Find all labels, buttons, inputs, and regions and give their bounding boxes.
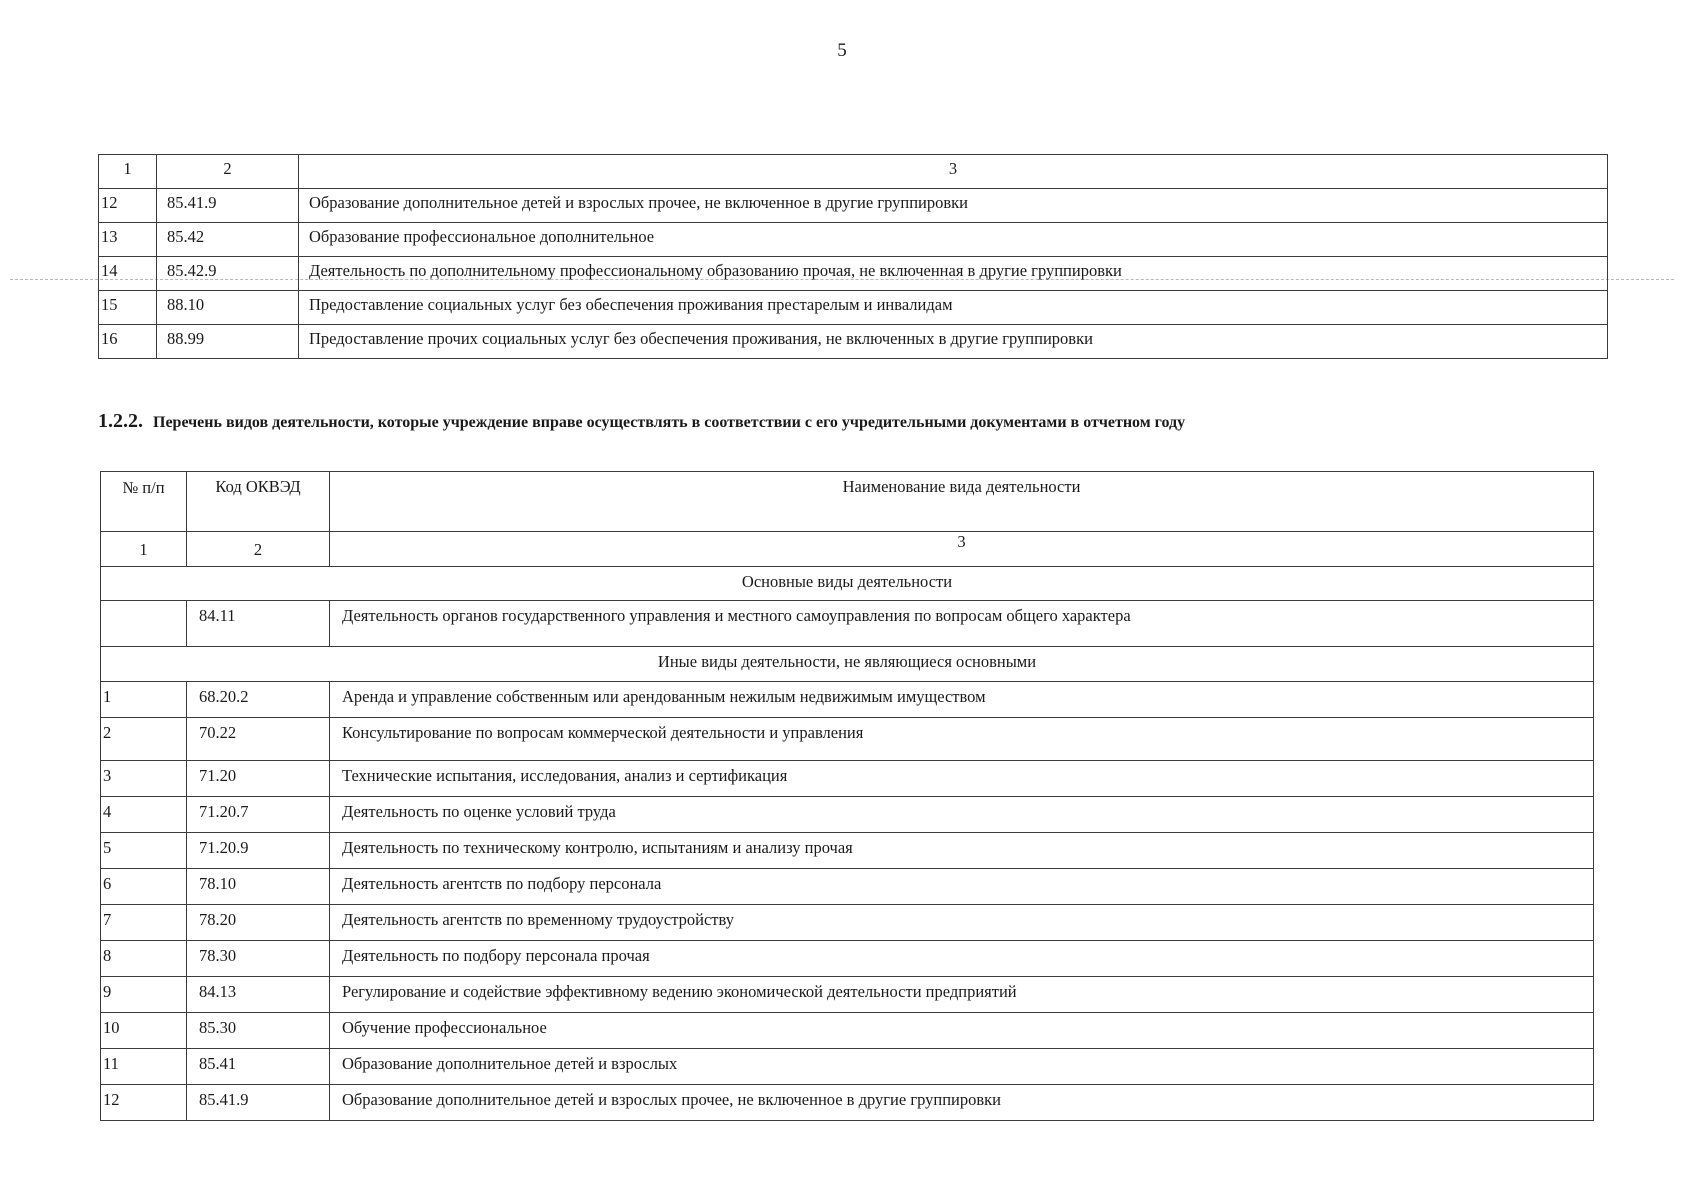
- okved-code: 85.42.9: [157, 257, 299, 291]
- main-activities-label-row: [101, 567, 1594, 601]
- okved-code: 78.10: [187, 869, 330, 905]
- table-row: [99, 325, 1608, 359]
- subheader-col-2: 2: [187, 532, 330, 567]
- okved-code: 88.10: [157, 291, 299, 325]
- subheader-col-3: 3: [330, 532, 1594, 567]
- main-activity-code: 84.11: [187, 601, 330, 647]
- activities-table: [100, 471, 1594, 1121]
- header-code: Код ОКВЭД: [187, 472, 330, 532]
- row-number: 6: [101, 869, 187, 905]
- row-number: 14: [99, 257, 157, 291]
- table-header-row: [101, 472, 1594, 532]
- row-number: 1: [101, 682, 187, 718]
- okved-code: 70.22: [187, 718, 330, 761]
- activity-name: Консультирование по вопросам коммерческой деятельности и управления: [330, 718, 1594, 761]
- subheader-col-1: 1: [101, 532, 187, 567]
- row-number: 12: [101, 1085, 187, 1121]
- table-row: [101, 1085, 1594, 1121]
- okved-code: 78.20: [187, 905, 330, 941]
- table-header-row: [99, 155, 1608, 189]
- table-row: [101, 905, 1594, 941]
- table-row: [101, 1049, 1594, 1085]
- row-number: 11: [101, 1049, 187, 1085]
- main-activity-num: [101, 601, 187, 647]
- row-number: 5: [101, 833, 187, 869]
- activity-name: Образование профессиональное дополнительное: [299, 223, 1608, 257]
- main-activity-name: Деятельность органов государственного управления и местного самоуправления по вопросам общего характера: [330, 601, 1594, 647]
- activity-name: Образование дополнительное детей и взрослых: [330, 1049, 1594, 1085]
- other-activities-label: Иные виды деятельности, не являющиеся основными: [101, 647, 1594, 682]
- row-number: 3: [101, 761, 187, 797]
- table-row: [101, 682, 1594, 718]
- table-row: [99, 257, 1608, 291]
- activity-name: Аренда и управление собственным или арендованным нежилым недвижимым имуществом: [330, 682, 1594, 718]
- table-row: [101, 977, 1594, 1013]
- row-number: 13: [99, 223, 157, 257]
- table-row: [101, 797, 1594, 833]
- activity-name: Деятельность агентств по временному трудоустройству: [330, 905, 1594, 941]
- activity-name: Технические испытания, исследования, анализ и сертификация: [330, 761, 1594, 797]
- row-number: 16: [99, 325, 157, 359]
- main-activities-label: Основные виды деятельности: [101, 567, 1594, 601]
- row-number: 4: [101, 797, 187, 833]
- okved-code: 85.41.9: [187, 1085, 330, 1121]
- row-number: 7: [101, 905, 187, 941]
- main-activity-row: [101, 601, 1594, 647]
- header-col-1: 1: [99, 155, 157, 189]
- okved-code: 78.30: [187, 941, 330, 977]
- okved-code: 85.41.9: [157, 189, 299, 223]
- table-row: [101, 869, 1594, 905]
- okved-code: 68.20.2: [187, 682, 330, 718]
- header-num: № п/п: [101, 472, 187, 532]
- okved-code: 85.30: [187, 1013, 330, 1049]
- row-number: 10: [101, 1013, 187, 1049]
- table-row: [101, 941, 1594, 977]
- header-col-3: 3: [299, 155, 1608, 189]
- activity-name: Деятельность агентств по подбору персонала: [330, 869, 1594, 905]
- activity-name: Образование дополнительное детей и взрослых прочее, не включенное в другие группировки: [299, 189, 1608, 223]
- table-row: [101, 761, 1594, 797]
- row-number: 2: [101, 718, 187, 761]
- activity-name: Обучение профессиональное: [330, 1013, 1594, 1049]
- activity-name: Образование дополнительное детей и взрослых прочее, не включенное в другие группировки: [330, 1085, 1594, 1121]
- okved-code: 85.42: [157, 223, 299, 257]
- table-row: [99, 223, 1608, 257]
- page-number: 5: [837, 40, 847, 61]
- okved-code: 71.20.7: [187, 797, 330, 833]
- okved-code: 85.41: [187, 1049, 330, 1085]
- table-row: [99, 189, 1608, 223]
- okved-code: 71.20.9: [187, 833, 330, 869]
- table-subheader-row: [101, 532, 1594, 567]
- table-row: [101, 718, 1594, 761]
- okved-code: 71.20: [187, 761, 330, 797]
- activity-name: Предоставление социальных услуг без обеспечения проживания престарелым и инвалидам: [299, 291, 1608, 325]
- section-title: Перечень видов деятельности, которые учреждение вправе осуществлять в соответствии с его учредительными документами в отчетном году: [153, 414, 1186, 431]
- okved-code: 84.13: [187, 977, 330, 1013]
- row-number: 9: [101, 977, 187, 1013]
- activity-name: Деятельность по дополнительному профессиональному образованию прочая, не включенная в другие группировки: [299, 257, 1608, 291]
- header-col-2: 2: [157, 155, 299, 189]
- section-number: 1.2.2.: [98, 410, 143, 432]
- activity-name: Деятельность по оценке условий труда: [330, 797, 1594, 833]
- okved-code: 88.99: [157, 325, 299, 359]
- activity-name: Деятельность по подбору персонала прочая: [330, 941, 1594, 977]
- activities-table-continued: [98, 154, 1608, 359]
- table-row: [101, 1013, 1594, 1049]
- other-activities-label-row: [101, 647, 1594, 682]
- row-number: 8: [101, 941, 187, 977]
- row-number: 12: [99, 189, 157, 223]
- activity-name: Деятельность по техническому контролю, испытаниям и анализу прочая: [330, 833, 1594, 869]
- section-heading: [98, 410, 1638, 433]
- activity-name: Регулирование и содействие эффективному ведению экономической деятельности предприятий: [330, 977, 1594, 1013]
- activity-name: Предоставление прочих социальных услуг без обеспечения проживания, не включенных в другие группировки: [299, 325, 1608, 359]
- header-name: Наименование вида деятельности: [330, 472, 1594, 532]
- table-row: [101, 833, 1594, 869]
- row-number: 15: [99, 291, 157, 325]
- table-row: [99, 291, 1608, 325]
